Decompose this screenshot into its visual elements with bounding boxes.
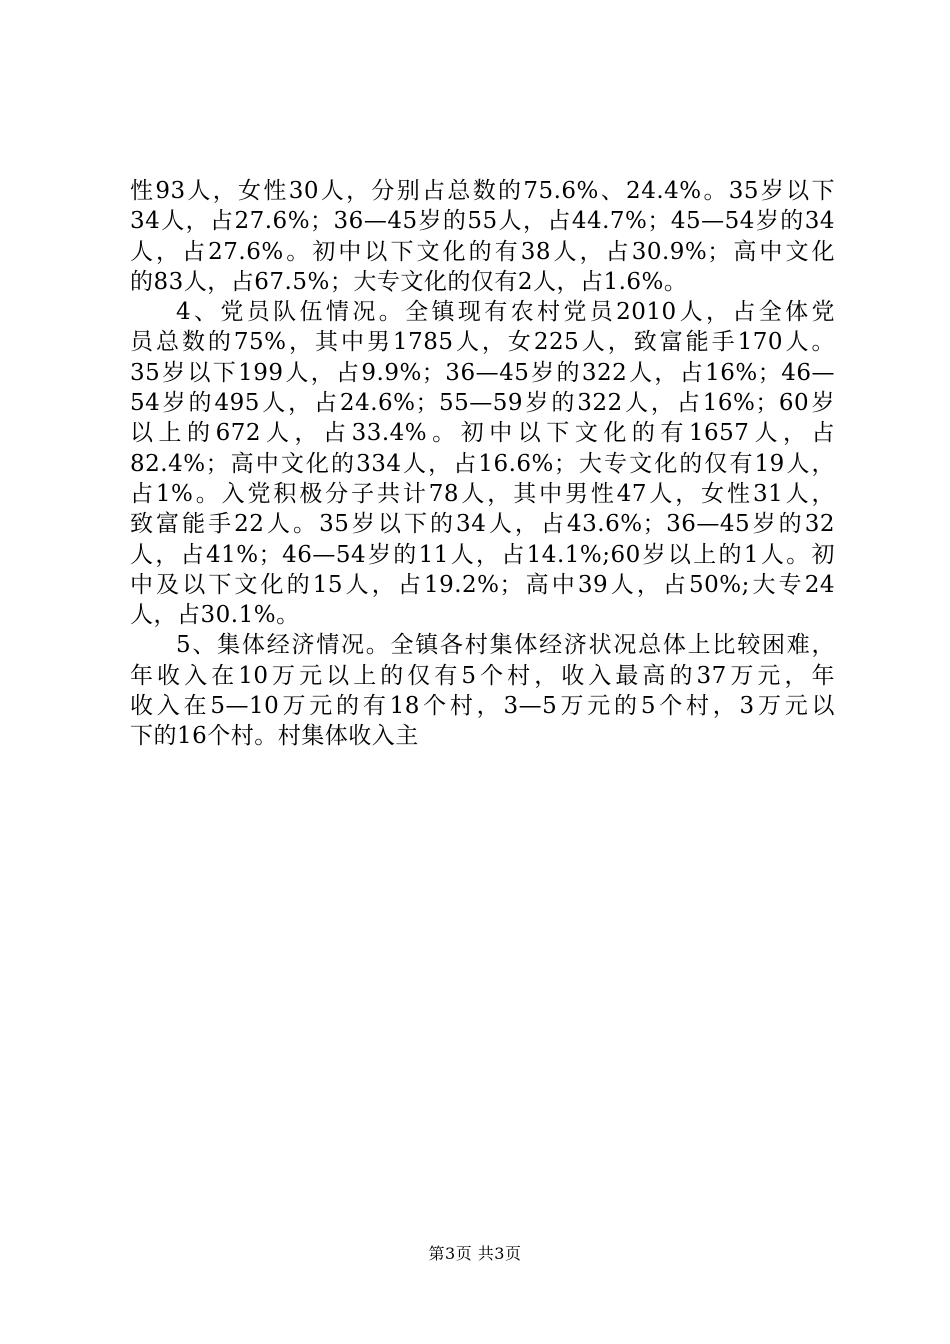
text-line: 下的16个村。村集体收入主 [130, 723, 419, 750]
text-line: 收入在5—10万元的有18个村，3—5万元的5个村，3万元以 [130, 693, 835, 720]
text-line: 35岁以下199人，占9.9%；36—45岁的322人，占16%；46— [130, 359, 835, 386]
text-line: 性93人，女性30人，分别占总数的75.6%、24.4%。35岁以下 [130, 178, 835, 204]
paragraph-first-line: 4、党员队伍情况。全镇现有农村党员2010人，占全体党 [176, 299, 835, 326]
text-line: 人，占30.1%。 [130, 602, 300, 629]
text-line: 年收入在10万元以上的仅有5个村，收入最高的37万元，年 [130, 662, 835, 689]
text-line: 致富能手22人。35岁以下的34人，占43.6%；36—45岁的32 [130, 511, 835, 538]
text-line: 34人，占27.6%；36—45岁的55人，占44.7%；45—54岁的34 [130, 208, 835, 235]
text-line: 人，占27.6%。初中以下文化的有38人，占30.9%；高中文化 [130, 238, 835, 265]
text-line: 以上的672人，占33.4%。初中以下文化的有1657人，占 [130, 420, 835, 447]
text-line: 员总数的75%，其中男1785人，女225人，致富能手170人。 [130, 329, 835, 356]
text-line: 54岁的495人，占24.6%；55—59岁的322人，占16%；60岁 [130, 390, 835, 417]
text-line: 中及以下文化的15人，占19.2%；高中39人，占50%;大专24 [130, 571, 835, 598]
text-line: 占1%。入党积极分子共计78人，其中男性47人，女性31人， [130, 480, 835, 507]
text-line: 82.4%；高中文化的334人，占16.6%；大专文化的仅有19人， [130, 450, 835, 477]
page-footer: 第3页 共3页 [428, 1244, 522, 1263]
text-line: 的83人，占67.5%；大专文化的仅有2人，占1.6%。 [130, 268, 688, 295]
body-text [130, 176, 835, 752]
text-line: 人，占41%；46—54岁的11人，占14.1%;60岁以上的1人。初 [130, 541, 835, 568]
paragraph-first-line: 5、集体经济情况。全镇各村集体经济状况总体上比较困难， [176, 632, 835, 659]
